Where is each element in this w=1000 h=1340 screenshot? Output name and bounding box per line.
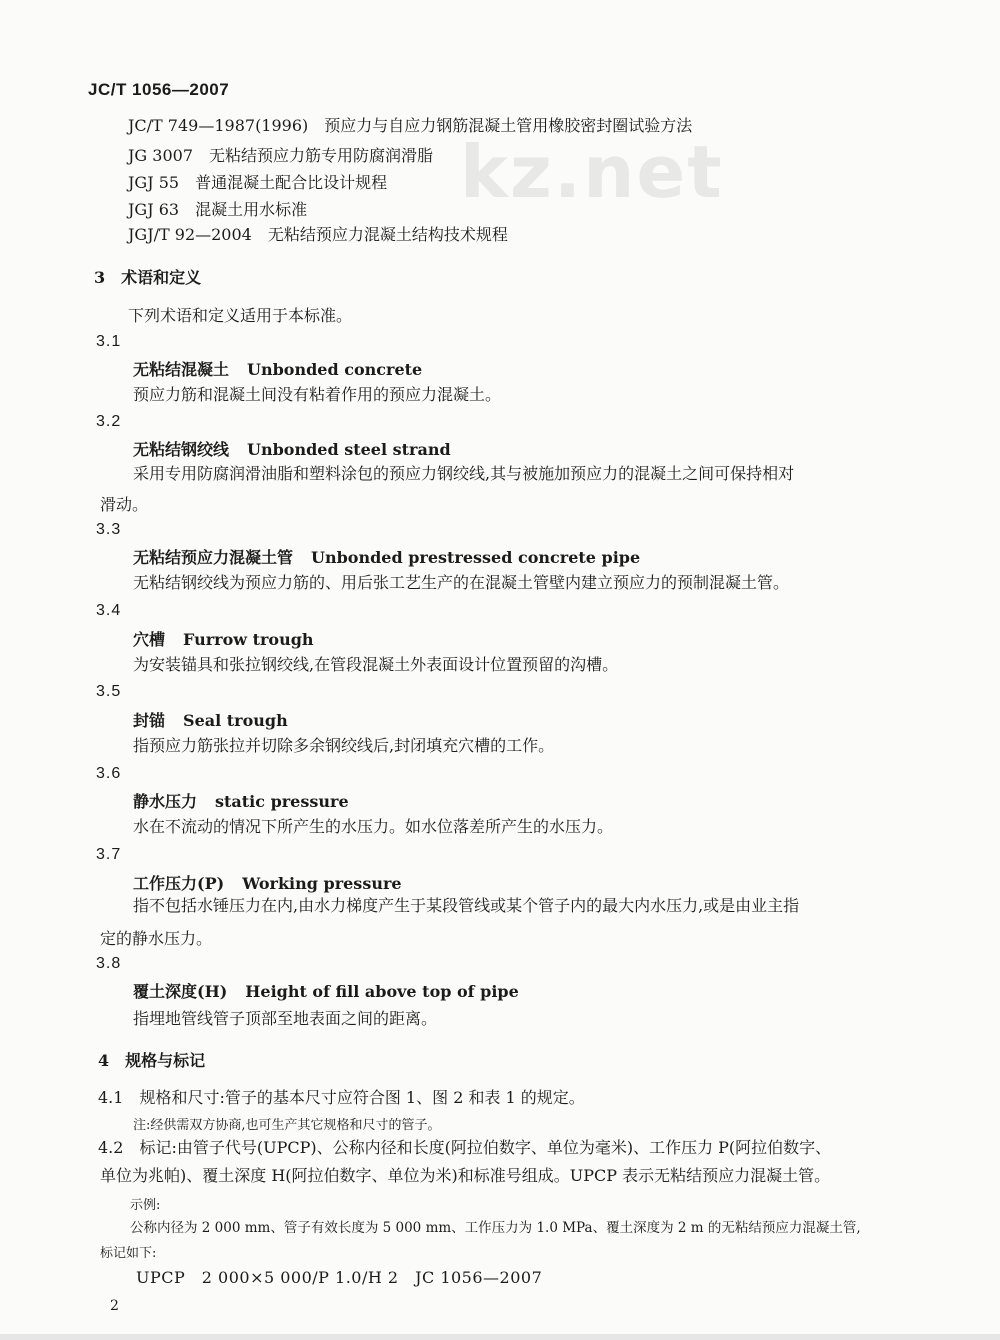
clause-4-1: 4.1 规格和尺寸:管子的基本尺寸应符合图 1、图 2 和表 1 的规定。 [98, 1088, 585, 1107]
reference-title: 普通混凝土配合比设计规程 [195, 173, 388, 192]
page-number: 2 [110, 1298, 119, 1314]
term-definition-continued: 定的静水压力。 [100, 929, 213, 948]
term-chinese: 无粘结预应力混凝土管 [133, 548, 294, 567]
example-line-1: 公称内径为 2 000 mm、管子有效长度为 5 000 mm、工作压力为 1.0 MPa、覆土深度为 2 m 的无粘结预应力混凝土管, [130, 1220, 861, 1236]
example-line-2: 标记如下: [100, 1246, 157, 1261]
term-number: 3.3 [96, 521, 122, 538]
section-4-heading: 4 规格与标记 [98, 1051, 206, 1070]
term-definition: 指埋地管线管子顶部至地表面之间的距离。 [133, 1009, 438, 1028]
reference-code: JGJ 55 [128, 173, 180, 192]
reference-code: JC/T 749—1987(1996) [128, 116, 309, 135]
term-english: Furrow trough [183, 630, 314, 649]
term-heading [133, 708, 288, 731]
section-3-intro: 下列术语和定义适用于本标准。 [128, 306, 353, 325]
term-chinese: 穴槽 [133, 630, 166, 649]
reference-item [128, 222, 508, 245]
term-number: 3.5 [96, 683, 122, 700]
term-heading [133, 871, 402, 894]
reference-code: JG 3007 [128, 146, 193, 165]
term-heading [133, 437, 451, 460]
reference-title: 预应力与自应力钢筋混凝土管用橡胶密封圈试验方法 [324, 116, 693, 135]
term-heading [133, 357, 422, 380]
term-number: 3.7 [96, 846, 122, 863]
term-english: Unbonded steel strand [247, 440, 451, 459]
term-definition: 无粘结钢绞线为预应力筋的、用后张工艺生产的在混凝土管壁内建立预应力的预制混凝土管。 [133, 573, 790, 592]
marking-example: UPCP 2 000×5 000/P 1.0/H 2 JC 1056—2007 [136, 1268, 543, 1287]
section-3-heading: 3 术语和定义 [94, 268, 202, 287]
reference-title: 无粘结预应力混凝土结构技术规程 [267, 225, 508, 244]
term-english: static pressure [215, 792, 349, 811]
standard-code-header: JC/T 1056—2007 [88, 80, 230, 99]
term-definition: 采用专用防腐润滑油脂和塑料涂包的预应力钢绞线,其与被施加预应力的混凝土之间可保持相对 [133, 464, 795, 483]
term-heading [133, 627, 314, 650]
term-definition: 指不包括水锤压力在内,由水力梯度产生于某段管线或某个管子内的最大内水压力,或是由业主指 [133, 896, 800, 915]
term-chinese: 静水压力 [133, 792, 198, 811]
reference-title: 混凝土用水标准 [195, 200, 308, 219]
term-definition: 为安装锚具和张拉钢绞线,在管段混凝土外表面设计位置预留的沟槽。 [133, 655, 619, 674]
term-heading [133, 545, 640, 568]
term-number: 3.1 [96, 333, 122, 350]
example-label: 示例: [130, 1198, 161, 1213]
reference-code: JGJ/T 92—2004 [128, 225, 252, 244]
term-definition-continued: 滑动。 [100, 495, 149, 514]
clause-4-2-line-2: 单位为兆帕)、覆土深度 H(阿拉伯数字、单位为米)和标准号组成。UPCP 表示无粘结预应力混凝土管。 [100, 1166, 831, 1185]
term-number: 3.2 [96, 413, 122, 430]
term-english: Unbonded concrete [247, 360, 423, 379]
term-english: Seal trough [183, 711, 288, 730]
term-chinese: 覆土深度(H) [133, 982, 228, 1001]
term-english: Height of fill above top of pipe [245, 982, 519, 1001]
term-number: 3.4 [96, 602, 122, 619]
note: 注:经供需双方协商,也可生产其它规格和尺寸的管子。 [133, 1118, 441, 1133]
term-number: 3.6 [96, 765, 122, 782]
term-chinese: 封锚 [133, 711, 166, 730]
reference-code: JGJ 63 [128, 200, 180, 219]
term-definition: 指预应力筋张拉并切除多余钢绞线后,封闭填充穴槽的工作。 [133, 736, 555, 755]
term-heading [133, 789, 349, 812]
term-english: Unbonded prestressed concrete pipe [311, 548, 641, 567]
term-chinese: 无粘结钢绞线 [133, 440, 230, 459]
reference-item [128, 170, 387, 193]
term-chinese: 工作压力(P) [133, 874, 225, 893]
watermark: kz.net [460, 130, 724, 214]
reference-item [128, 197, 307, 220]
term-definition: 预应力筋和混凝土间没有粘着作用的预应力混凝土。 [133, 385, 502, 404]
reference-title: 无粘结预应力筋专用防腐润滑脂 [209, 146, 434, 165]
term-chinese: 无粘结混凝土 [133, 360, 230, 379]
page-bottom-edge [0, 1334, 1000, 1340]
term-definition: 水在不流动的情况下所产生的水压力。如水位落差所产生的水压力。 [133, 817, 614, 836]
term-english: Working pressure [242, 874, 402, 893]
reference-item [128, 143, 433, 166]
term-heading [133, 979, 519, 1002]
term-number: 3.8 [96, 955, 122, 972]
clause-4-2-line-1: 4.2 标记:由管子代号(UPCP)、公称内径和长度(阿拉伯数字、单位为毫米)、工作压力 P(阿拉伯数字、 [98, 1138, 832, 1157]
reference-item [128, 113, 692, 136]
